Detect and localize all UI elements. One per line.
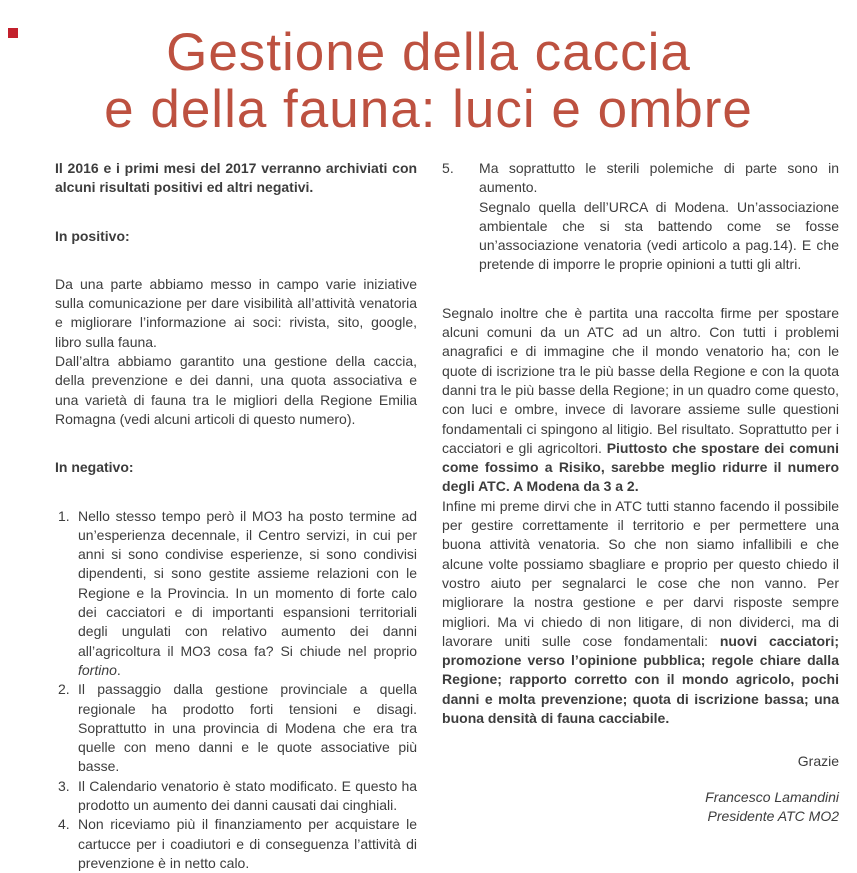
list-item-4-number: 4. xyxy=(58,816,70,833)
signature-block xyxy=(442,788,839,827)
paragraph-raccolta-firme xyxy=(442,304,839,497)
list-item-5-text-2: Segnalo quella dell’URCA di Modena. Un’associazione ambientale che si sta battendo come se fosse un’associazione venatoria (vedi articolo a pag.14). E che pretende di imporre le proprie opinioni a tutti gli altri. xyxy=(479,198,839,273)
positive-paragraph-2: Dall’altra abbiamo garantito una gestione della caccia, della prevenzione e dei danni, una quota associativa e una varietà di fauna tra le migliori della Regione Emilia Romagna (vedi alcuni articoli di questo numero). xyxy=(55,353,418,427)
heading-negative: In negativo: xyxy=(55,459,134,476)
paragraph-infine-regular: Infine mi preme dirvi che in ATC tutti stanno facendo il possibile per gestire correttamente il territorio e per permettere una buona attività venatoria. So che non siamo infallibili e che alcune volte possiamo sbagliare e proprio per questo chiedo il vostro aiuto per segnalarci le cose che non vanno. Per migliorare la nostra gestione e per darvi risposte sempre migliori. Ma vi chiedo di non litigare, di non dividerci, ma di lavorare uniti sulle cose fondamentali: xyxy=(442,497,839,649)
list-item-1-number: 1. xyxy=(58,507,70,524)
list-item-5 xyxy=(442,159,839,275)
list-item-4 xyxy=(55,815,417,873)
list-item-3 xyxy=(55,777,417,816)
list-item-1-text: Nello stesso tempo però il MO3 ha posto termine ad un’esperienza decennale, il Centro servizi, in cui per anni si sono condivise esperienze, si sono condivisi dipendenti, si sono gestite assieme relazioni con le Regione e la Provincia. In un momento di forte calo dei cacciatori e di importanti espansioni territoriali degli ungulati con relativo aumento dei danni all’agricoltura il MO3 cosa fa? Si chiude nel proprio xyxy=(78,507,418,659)
right-column xyxy=(442,159,839,873)
article-body xyxy=(55,159,839,873)
signature-role: Presidente ATC MO2 xyxy=(707,807,839,824)
list-item-5-number: 5. xyxy=(442,160,454,176)
paragraph-infine xyxy=(442,497,839,729)
list-item-1 xyxy=(55,507,417,681)
paragraph-raccolta-firme-regular: Segnalo inoltre che è partita una raccolta firme per spostare alcuni comuni da un ATC ad un altro. Con tutti i problemi anagrafici e di immagine che il mondo venatorio ha; con le quote di iscrizione tra le più basse della Regione e con la quota danni tra le più basse della Regione; in un quadro come questo, con luci e ombre, invece di lavorare assieme sulle questioni fondamentali ci spingono al litigio. Bel risultato. Soprattutto per i cacciatori e gli agricoltori. xyxy=(442,304,839,456)
heading-positive: In positivo: xyxy=(55,227,130,244)
list-item-1-italic-word: fortino xyxy=(78,661,117,678)
list-item-3-number: 3. xyxy=(58,777,70,794)
list-item-2-text: Il passaggio dalla gestione provinciale a quella regionale ha prodotto forti tensioni e disagi. Soprattutto in una provincia di Modena che era tra quelle con meno danni e le quote associative più basse. xyxy=(78,681,418,775)
page-title-line2: e della fauna: luci e ombre xyxy=(104,80,753,139)
negative-list xyxy=(55,507,417,873)
list-item-2 xyxy=(55,680,417,776)
list-item-2-number: 2. xyxy=(58,681,70,698)
signature-name: Francesco Lamandini xyxy=(705,788,839,805)
list-item-4-text: Non riceviamo più il finanziamento per acquistare le cartucce per i coadiutori e di conseguenza l’attività di prevenzione è in netto calo. xyxy=(78,816,418,871)
page-title-line1: Gestione della caccia xyxy=(166,23,691,82)
list-item-3-text: Il Calendario venatorio è stato modificato. E questo ha prodotto un aumento dei danni causati dai cinghiali. xyxy=(78,777,418,814)
intro-paragraph: Il 2016 e i primi mesi del 2017 verranno archiviati con alcuni risultati positivi ed altri negativi. xyxy=(55,160,418,196)
paragraph-raccolta-firme-bold: Piuttosto che spostare dei comuni come fossimo a Risiko, sarebbe meglio ridurre il numero degli ATC. A Modena da 3 a 2. xyxy=(442,439,839,495)
paragraph-infine-bold: nuovi cacciatori; promozione verso l’opinione pubblica; regole chiare dalla Regione; rapporto corretto con il mondo agricolo, pochi danni e molta prevenzione; quota di iscrizione bassa; una buona densità di fauna cacciabile. xyxy=(442,632,839,727)
corner-marker xyxy=(8,28,18,38)
list-item-5-text-1: Ma soprattutto le sterili polemiche di parte sono in aumento. xyxy=(479,160,839,196)
page-title xyxy=(0,24,857,138)
thanks-line: Grazie xyxy=(797,753,839,770)
list-item-1-suffix: . xyxy=(116,661,121,678)
left-column xyxy=(55,159,417,873)
positive-paragraph-1: Da una parte abbiamo messo in campo varie iniziative sulla comunicazione per dare visibilità all’attività venatoria e migliorare l’informazione ai soci: rivista, sito, google, libro sulla fauna. xyxy=(55,275,418,350)
